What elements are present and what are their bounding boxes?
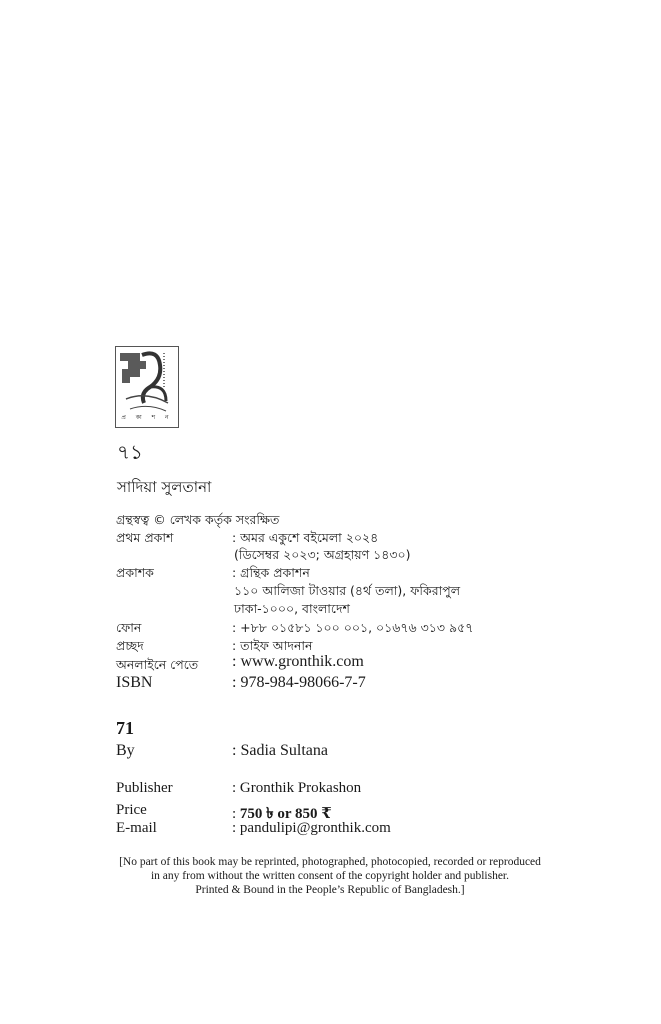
- publisher-address-line1: ১১০ আলিজা টাওয়ার (৪র্থ তলা), ফকিরাপুল: [234, 583, 461, 598]
- first-publication-label: প্রথম প্রকাশ: [116, 530, 174, 545]
- online-label: অনলাইনে পেতে: [116, 657, 199, 672]
- phone-label: ফোন: [116, 620, 142, 635]
- online-value: : www.gronthik.com: [232, 653, 364, 670]
- publisher-value-bn: : গ্রন্থিক প্রকাশন: [232, 565, 310, 580]
- book-title-en: 71: [116, 718, 134, 738]
- book-title-bn: ৭১: [117, 440, 143, 464]
- logo-caption: প্র কা শ ন: [121, 414, 173, 421]
- publisher-value-en: : Gronthik Prokashon: [232, 780, 362, 796]
- cover-label: প্রচ্ছদ: [116, 638, 144, 653]
- email-value: : pandulipi@gronthik.com: [232, 820, 391, 836]
- publisher-label-en: Publisher: [116, 780, 173, 796]
- publisher-label-bn: প্রকাশক: [116, 565, 154, 580]
- cover-value: : তাইফ আদনান: [232, 638, 313, 653]
- publisher-address-line2: ঢাকা-১০০০, বাংলাদেশ: [234, 601, 350, 616]
- email-label: E-mail: [116, 820, 157, 836]
- price-colon: :: [232, 806, 240, 822]
- publisher-logo: [115, 346, 179, 428]
- disclaimer-line2: in any from without the written consent of the copyright holder and publisher.: [150, 870, 510, 882]
- first-publication-value: : অমর একুশে বইমেলা ২০২৪: [232, 530, 379, 545]
- price-value: 750 ৳ or 850 ₹: [239, 806, 332, 822]
- by-label: By: [116, 742, 135, 759]
- isbn-value: : 978-984-98066-7-7: [232, 674, 366, 691]
- disclaimer-line1: [No part of this book may be reprinted, photographed, photocopied, recorded or reproduced: [119, 856, 541, 868]
- copyright-notice: গ্রন্থস্বত্ব © লেখক কর্তৃক সংরক্ষিত: [116, 512, 280, 527]
- disclaimer-line3: Printed & Bound in the People’s Republic of Bangladesh.]: [195, 884, 465, 896]
- phone-value: : +৮৮ ০১৫৮১ ১০০ ০০১, ০১৬৭৬ ৩১৩ ৯৫৭: [232, 620, 474, 635]
- author-name-bn: সাদিয়া সুলতানা: [117, 478, 212, 496]
- isbn-label: ISBN: [116, 674, 153, 691]
- first-publication-date: (ডিসেম্বর ২০২৩; অগ্রহায়ণ ১৪৩০): [234, 547, 411, 562]
- rights-disclaimer: [100, 855, 560, 897]
- by-value: : Sadia Sultana: [232, 742, 328, 759]
- price-label: Price: [116, 802, 147, 818]
